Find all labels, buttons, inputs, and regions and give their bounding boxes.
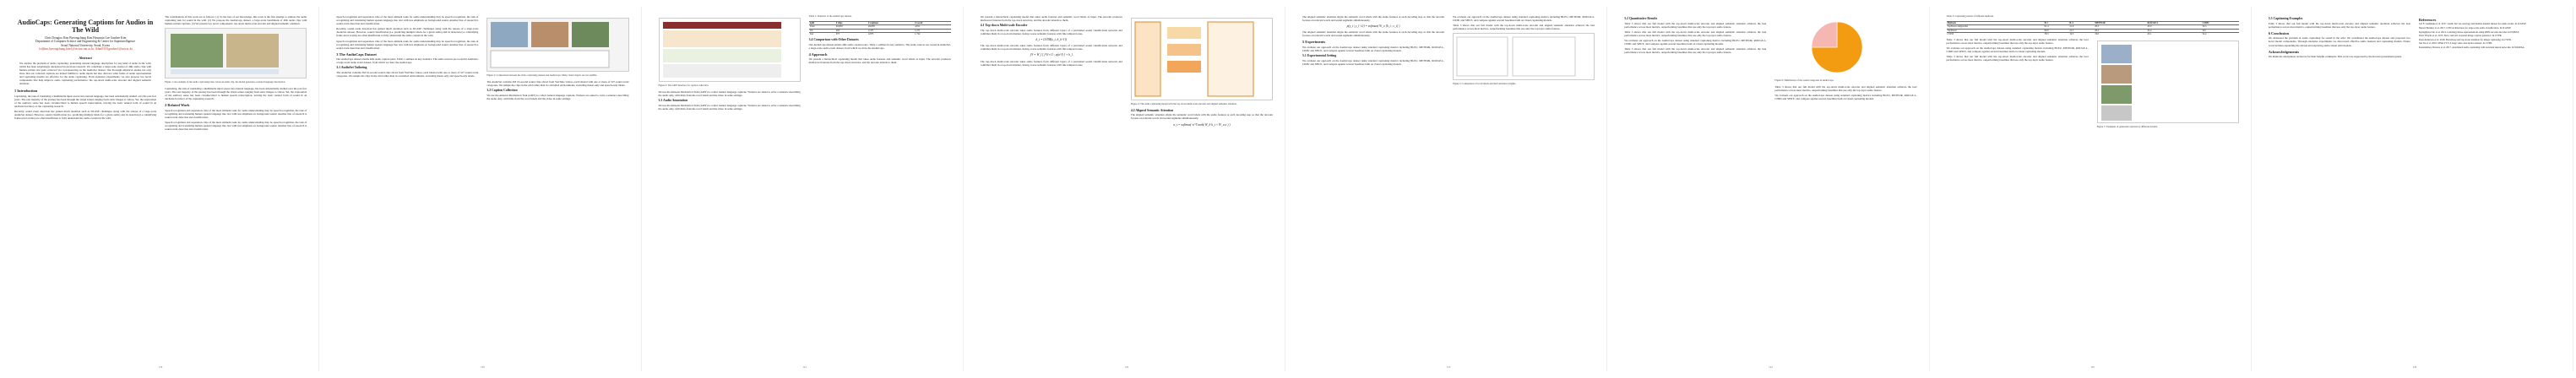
related-paragraph-2: Speech recognition and separation. One of the most eminent tasks for audio understanding may be speech recognition, the task of recognizing and translating human spoken language into text with less emphasis on background sound. Another line of research is sound event detection and classification. xyxy=(165,120,307,132)
intro-paragraph-2: Recently, sound event detection has gained much attention such as DCASE challenges along with the release of a large-scale AudioSet dataset. However, sound classification (i.e. predicting multiple labels for a given audio) and its detection (i.e. identifying frame-level events) are often insufficient to fully understand the audio content in the wild. xyxy=(14,110,157,121)
setting-paragraph-3: Table 3 shows that our full model with the top-down multi-scale encoder and aligned semantic attention achieves the best performance across most metrics, outperforming baselines that use only the top-layer audio feature. xyxy=(1453,24,1595,31)
page-8 xyxy=(2257,7,2573,371)
subsection-heading-multiscale: 4.1 Top-down Multi-scale Encoder xyxy=(980,24,1028,28)
table-header-cell: ROUGE-L xyxy=(2146,21,2201,25)
equation-2: f^l = W_l [ f^{l+1} ; φ(a^l) ] + b_l xyxy=(1030,53,1073,57)
table-cell: 2,475 xyxy=(867,29,914,33)
table-cell: 21.5 xyxy=(2068,29,2094,33)
paper-title: AudioCaps: Generating Captions for Audios in The Wild xyxy=(17,19,154,34)
table-header-cell: # captions xyxy=(867,21,914,25)
abstract-heading: Abstract xyxy=(79,55,92,60)
table-header-cell: B-4 xyxy=(2068,21,2094,25)
table-3 xyxy=(1947,21,2239,36)
figure-4 xyxy=(1131,18,1273,100)
table-cell: 20.2 xyxy=(2094,29,2146,33)
table-row xyxy=(1947,33,2239,36)
page-number: 122 xyxy=(1124,364,1129,369)
table-cell: 45.4 xyxy=(2146,29,2201,33)
table-cell: TopDown-AlignedAtt xyxy=(1947,25,2044,30)
table-header-cell: Methods xyxy=(1947,21,2044,25)
table-cell: 4,811 xyxy=(914,25,951,30)
aligned-paragraph: The aligned semantic attention aligns the semantic word labels with the audio features at each decoding step so that the decoder focuses on relevant words and sound segments simultaneously. xyxy=(1130,113,1273,121)
quantitative-paragraph-3: We evaluate our approach on the AudioCaps dataset using standard captioning metrics including BLEU, METEOR, ROUGE-L, CIDEr and SPICE, and compare against several baselines built on visual captioning models. xyxy=(1624,39,1767,46)
table-cell: 61.4 xyxy=(2044,25,2069,30)
table-cell: TopDown xyxy=(1947,29,2044,33)
figure-3 xyxy=(659,18,801,82)
table-header-cell: Split xyxy=(809,21,835,25)
table-cell: 59.1 xyxy=(2201,29,2238,33)
equation-3: α_t = softmax( w^T tanh( W_h h_t + W_a a ) ) xyxy=(1173,122,1231,127)
table-row xyxy=(809,33,951,36)
section-heading-dataset: 3 The AudioCaps Dataset xyxy=(336,51,377,57)
author-institution: Seoul National University, Seoul, Korea xyxy=(61,43,110,47)
reference-item: Jort F. Gemmeke et al. 2017. Audio Set: An ontology and human-labeled dataset for audio events. In ICASSP. xyxy=(2418,22,2526,26)
approach-paragraph: We present a hierarchical captioning model that takes audio features and semantic word labels as input. The encoder produces multi-level features from the top-down structure, and the decoder attends to them. xyxy=(808,57,951,65)
table-cell: 1,271 xyxy=(914,29,951,33)
subsection-heading-examples: 5.3 Captioning Examples xyxy=(2268,17,2303,20)
model-architecture-diagram xyxy=(1132,19,1272,100)
pie-slice xyxy=(1812,22,1837,47)
table-cell: 60.9 xyxy=(2044,29,2069,33)
figure-2 xyxy=(486,18,628,72)
intro-paragraph-1: Captioning, the task of translating a multimedia input source into natural language, has been substantially studied over the past few years. The vast majority of the journey has been through the visual senses ranging from static images to videos. Yet, the exploration of the auditory sense has been circumscribed to human speech transcription, leaving the basic natural form of sound in an uncharted territory of the captioning research. xyxy=(14,94,157,109)
page-5 xyxy=(1291,7,1607,371)
quantitative-paragraph: Table 3 shows that our full model with the top-down multi-scale encoder and aligned semantic attention achieves the best performance across most metrics, outperforming baselines that use only the top-layer audio feature. xyxy=(1624,21,1767,29)
table-cell: 43.1 xyxy=(2146,33,2201,36)
figure-5 xyxy=(1453,33,1595,80)
table-cell: 21.9 xyxy=(2068,25,2094,30)
figure-6-caption: Figure 6: Distribution of the sound categories in AudioCaps. xyxy=(1774,78,1834,82)
figure-1-caption: Figure 1: An example of the audio captioning task. Given an audio clip, the model generates a natural language description. xyxy=(165,80,286,84)
table-cell: LSTM xyxy=(1947,33,2044,36)
comparison-paragraph: Our AudioCaps dataset entails 46K audio caption pairs. Table 1 outlines its key statistics. The audio sources are rooted in AudioSet, a large-scale audio event dataset, from which we draw the AudioCaps. xyxy=(808,42,951,50)
table-cell: 19.5 xyxy=(2068,33,2094,36)
table-cell: 49,838 xyxy=(835,25,867,30)
table-cell: Val xyxy=(809,29,835,33)
figure-1 xyxy=(165,28,307,78)
quantitative-paragraph-2: Table 3 shows that our full model with the top-down multi-scale encoder and aligned semantic attention achieves the best performance across most metrics, outperforming baselines that use only the top-layer audio feature. xyxy=(1624,30,1767,38)
reference-item: Shawn Hershey et al. 2017. CNN architectures for large-scale audio classification. In ICASSP. xyxy=(2418,26,2512,30)
table-discussion-paragraph-3: Table 3 shows that our full model with the top-down multi-scale encoder and aligned semantic attention achieves the best performance across most metrics, outperforming baselines that use only the top-layer audio feature. xyxy=(1946,55,2089,62)
figure-4-caption: Figure 4: The audio captioning model with the top-down multi-scale encoder and aligned semantic attention. xyxy=(1130,102,1237,105)
reference-item: Kyunghyun Cho et al. 2014. Learning phrase representations using RNN encoder-decoder. In EMNLP. xyxy=(2418,30,2519,34)
table-header-cell: # vocab xyxy=(914,21,951,25)
equation-1: h_t = LSTM(x_t, h_{t-1}) xyxy=(1035,38,1068,42)
author-names: Chris Dongjoo Kim Byeongchang Kim Hyunmin Lee Gunhee Kim xyxy=(44,36,127,40)
sound-category-pie-chart xyxy=(1774,18,1899,77)
figure-2-caption: Figure 2: Comparison between the video captioning dataset and AudioCaps. Many visual objects are not audible. xyxy=(486,73,597,77)
table-cell: 19.0 xyxy=(2094,33,2146,36)
table-cell: 1,742 xyxy=(914,33,951,36)
page-1 xyxy=(3,7,319,371)
table-cell: 59.3 xyxy=(2201,25,2238,30)
page-7 xyxy=(1935,7,2252,371)
reference-item: Oriol Vinyals et al. 2015. Show and tell: A neural image caption generator. In CVPR. xyxy=(2418,34,2503,38)
figure-1-illustration xyxy=(166,29,306,78)
reference-item: Peter Anderson et al. 2018. Bottom-up and top-down attention for image captioning. In CVPR. xyxy=(2418,37,2512,41)
annotation-paragraph: We use the Amazon Mechanical Turk (AMT) to collect natural language captions. Workers are asked to write a sentence describing the audio only, with hints from the word labels and the video in some settings. xyxy=(658,103,801,111)
section-heading-related: 2 Related Work xyxy=(165,103,190,108)
intro-paragraph-3: Captioning, the task of translating a multimedia input source into natural language, has been substantially studied over the past few years. The vast majority of the journey has been through the visual senses ranging from static images to videos. Yet, the exploration of the auditory sense has been circumscribed to human speech transcription, leaving the basic natural form of sound in an uncharted territory of the captioning research. xyxy=(165,86,307,101)
related-paragraph-5: Speech recognition and separation. One of the most eminent tasks for audio understanding may be speech recognition, the task of recognizing and translating human spoken language into text with less emphasis on background sound. Another line of research is sound event detection and classification. xyxy=(336,39,479,50)
subsection-heading-setting: 5.1 Experimental Setting xyxy=(1302,54,1337,58)
page-number: 125 xyxy=(2090,364,2095,369)
figure-7 xyxy=(2097,40,2239,123)
table-1 xyxy=(809,21,951,36)
examples-paragraph: Table 3 shows that our full model with the top-down multi-scale encoder and aligned semantic attention achieves the best performance across most metrics, outperforming baselines that use only the top-layer audio feature. xyxy=(2268,21,2410,29)
page-3 xyxy=(647,7,964,371)
word-label-attention-illustration xyxy=(1454,34,1594,79)
approach-paragraph-2: We present a hierarchical captioning model that takes audio features and semantic word labels as input. The encoder produces multi-level features from the top-down structure, and the decoder attends to them. xyxy=(980,15,1122,23)
author-affiliation: Department of Computer Science and Engineering & Center for Superintelligence xyxy=(35,40,136,44)
reference-item: Konstantinos Drossos et al. 2017. Automated audio captioning with recurrent neural networks. In WASPAA. xyxy=(2418,45,2525,49)
table-header-cell: CIDEr xyxy=(2201,21,2238,25)
multiscale-paragraph: The top-down multi-scale encoder takes audio features from different layers of a pretrained sound classification network and combines them in a top-down manner, fusing coarse semantic features with fine temporal ones. xyxy=(980,28,1122,36)
abstract-text: We explore the problem of audio captioning: generating natural language description for any kind of audio in the wild, which has been surprisingly unexplored in previous research. We contribute a large-scale dataset of 46K audio clips with human-written text pairs collected via crowdsourcing on the AudioSet dataset. Our thorough empirical studies not only show that our collected captions are indeed faithful to audio inputs but also discover what forms of audio representation and captioning models are effective for the audio captioning. From extensive experiments, we also propose two novel components that help improve audio captioning performance: the top-down multi-scale encoder and aligned semantic attention. xyxy=(19,61,152,86)
page-number: 124 xyxy=(1769,364,1773,369)
collection-paragraph-2: We use the Amazon Mechanical Turk (AMT) to collect natural language captions. Workers are asked to write a sentence describing the audio only, with hints from the word labels and the video in some settings. xyxy=(658,89,801,97)
aligned-paragraph-2: The aligned semantic attention aligns the semantic word labels with the audio features at each decoding step so that the decoder focuses on relevant words and sound segments simultaneously. xyxy=(1302,15,1445,23)
setting-paragraph-2: We evaluate our approach on the AudioCaps dataset using standard captioning metrics including BLEU, METEOR, ROUGE-L, CIDEr and SPICE, and compare against several baselines built on visual captioning models. xyxy=(1453,15,1595,23)
section-heading-references: References xyxy=(2418,18,2437,22)
table-discussion-paragraph-2: We evaluate our approach on the AudioCaps dataset using standard captioning metrics including BLEU, METEOR, ROUGE-L, CIDEr and SPICE, and compare against several baselines built on visual captioning models. xyxy=(1946,46,2089,54)
table-cell: 20.3 xyxy=(2094,25,2146,30)
page-number: 126 xyxy=(2412,364,2417,369)
related-paragraph-3: Speech recognition and separation. One of the most eminent tasks for audio understanding may be speech recognition, the task of recognizing and translating human spoken language into text with less emphasis on background sound. Another line of research is sound event detection and classification. xyxy=(336,15,479,26)
subsection-heading-collection: 3.2 Caption Collection xyxy=(486,88,518,92)
subsection-heading-comparison: 3.4 Comparison with Other Datasets xyxy=(808,37,859,41)
caption-examples-grid xyxy=(2098,41,2238,122)
table-cell: 4,875 xyxy=(867,33,914,36)
quantitative-paragraph-4: Table 3 shows that our full model with the top-down multi-scale encoder and aligned semantic attention achieves the best performance across most metrics, outperforming baselines that use only the top-layer audio feature. xyxy=(1624,47,1767,55)
related-paragraph: Speech recognition and separation. One of the most eminent tasks for audio understanding may be speech recognition, the task of recognizing and translating human spoken language into text with less emphasis on background sound. Another line of research is sound event detection and classification. xyxy=(165,108,307,119)
equation-4: p(y_t | y_{<t}) = softmax( W_o [h_t ; c_t] ) xyxy=(1346,24,1400,29)
subsection-heading-aligned: 4.2 Aligned Semantic Attention xyxy=(1130,108,1174,112)
quantitative-paragraph-6: We evaluate our approach on the AudioCaps dataset using standard captioning metrics including BLEU, METEOR, ROUGE-L, CIDEr and SPICE, and compare against several baselines built on visual captioning models. xyxy=(1774,93,1917,100)
table-cell: 49,838 xyxy=(867,25,914,30)
tailoring-paragraph: The AudioSet contains 2M 10-second sound clips sliced from YouTube videos, each labeled with one or more of 527 sound event categories. We sample the clips in the wild rather than in controlled environments, excluding music-only and speech-only labels. xyxy=(336,71,479,78)
table-3-caption: Table 3: Captioning results of different methods. xyxy=(1946,14,1994,18)
table-cell: 975 xyxy=(835,33,867,36)
page-6 xyxy=(1612,7,1929,371)
multiscale-paragraph-2: The top-down multi-scale encoder takes audio features from different layers of a pretrained sound classification network and combines them in a top-down manner, fusing coarse semantic features with fine temporal ones. xyxy=(980,44,1122,51)
table-header-cell: B-1 xyxy=(2044,21,2069,25)
subsection-heading-tailoring: 3.1 AudioSet Tailoring xyxy=(336,66,367,70)
collection-paragraph: We use the Amazon Mechanical Turk (AMT) to collect natural language captions. Workers are asked to write a sentence describing the audio only, with hints from the word labels and the video in some settings. xyxy=(486,93,629,100)
experiments-paragraph: We evaluate our approach on the AudioCaps dataset using standard captioning metrics including BLEU, METEOR, ROUGE-L, CIDEr and SPICE, and compare against several baselines built on visual captioning models. xyxy=(1302,45,1445,52)
amt-interface-illustration xyxy=(660,19,800,81)
conclusion-paragraph: We addressed the problem of audio captioning for sound in the wild. We contributed the AudioCaps dataset and proposed two novel model components. Through extensive experiments we discovered effective audio features and captioning models. Future work includes expanding the dataset and exploring audio-visual joint models. xyxy=(2268,36,2410,47)
page-4 xyxy=(969,7,1285,371)
table-header-cell: # clips xyxy=(835,21,867,25)
acknowledgements-paragraph: We thank the anonymous reviewers for their helpful comments. This work was supported by the Korean government grants. xyxy=(2268,55,2402,59)
figure-7-caption: Figure 7: Examples of generated captions by different models. xyxy=(2096,124,2158,128)
contribution-paragraph: The contributions of this work are as follows: (1) To the best of our knowledge, this work is the first attempt to address the audio captioning task for sound in the wild. (2) We propose the AudioCaps dataset, a large-scale benchmark of 46K audio clips with human-written captions. (3) We present two novel components: top-down multi-scale encoder and aligned semantic attention. xyxy=(165,15,307,26)
page-2 xyxy=(324,7,641,371)
figure-5-caption: Figure 5: Comparison of word labels and their attention weights. xyxy=(1453,82,1516,86)
page-number: 123 xyxy=(1446,364,1451,369)
section-heading-acknowledgements: Acknowledgements xyxy=(2268,49,2300,54)
figure-6 xyxy=(1774,18,1916,77)
setting-paragraph: We evaluate our approach on the AudioCaps dataset using standard captioning metrics including BLEU, METEOR, ROUGE-L, CIDEr and SPICE, and compare against several baselines built on visual captioning models. xyxy=(1302,58,1445,66)
table-cell: 58.3 xyxy=(2044,33,2069,36)
section-heading-introduction: 1 Introduction xyxy=(14,89,38,94)
reference-item: Jun Xu et al. 2016. MSR-VTT: A large video description dataset. In CVPR. xyxy=(2418,41,2493,46)
page-number: 121 xyxy=(802,364,807,369)
author-block xyxy=(14,36,156,51)
related-paragraph-4: Recently, sound event detection has gained much attention such as DCASE challenges along with the release of a large-scale AudioSet dataset. However, sound classification (i.e. predicting multiple labels for a given audio) and its detection (i.e. identifying frame-level events) are often insufficient to fully understand the audio content in the wild. xyxy=(336,27,479,38)
table-1-caption: Table 1: Statistics of the AudioCaps dataset. xyxy=(808,14,852,18)
section-heading-approach: 4 Approach xyxy=(808,51,828,57)
quantitative-paragraph-5: Table 3 shows that our full model with the top-down multi-scale encoder and aligned semantic attention achieves the best performance across most metrics, outperforming baselines that use only the top-layer audio feature. xyxy=(1774,84,1917,92)
page-number: 120 xyxy=(481,364,485,369)
subsection-heading-annotation: 3.3 Audio Annotation xyxy=(658,98,687,102)
table-cell: 495 xyxy=(835,29,867,33)
section-heading-experiments: 5 Experiments xyxy=(1302,40,1326,45)
dataset-paragraph: Our AudioCaps dataset entails 46K audio caption pairs. Table 1 outlines its key statistics. The audio sources are rooted in AudioSet, a large-scale audio event dataset, from which we draw the AudioCaps. xyxy=(336,57,479,65)
tailoring-paragraph-2: The AudioSet contains 2M 10-second sound clips sliced from YouTube videos, each labeled with one or more of 527 sound event categories. We sample the clips in the wild rather than in controlled environments, excluding music-only and speech-only labels. xyxy=(486,79,629,87)
multiscale-paragraph-3: The top-down multi-scale encoder takes audio features from different layers of a pretrained sound classification network and combines them in a top-down manner, fusing coarse semantic features with fine temporal ones. xyxy=(980,59,1122,67)
table-cell: Test xyxy=(809,33,835,36)
section-heading-conclusion: 6 Conclusion xyxy=(2268,30,2290,35)
author-email: {cdjkim,byeongchang.kim}@vision.snu.ac.kr {khm0318,gunhee}@snu.ac.kr xyxy=(38,47,133,51)
subsection-heading-quantitative: 5.2 Quantitative Results xyxy=(1624,17,1658,20)
aligned-paragraph-3: The aligned semantic attention aligns the semantic word labels with the audio features at each decoding step so that the decoder focuses on relevant words and sound segments simultaneously. xyxy=(1302,30,1445,38)
table-header-cell: METEOR xyxy=(2094,21,2146,25)
page-number: 119 xyxy=(158,364,163,369)
table-discussion-paragraph: Table 3 shows that our full model with the top-down multi-scale encoder and aligned semantic attention achieves the best performance across most metrics, outperforming baselines that use only the top-layer audio feature. xyxy=(1946,37,2089,46)
table-cell: Train xyxy=(809,25,835,30)
table-cell: 52.4 xyxy=(2201,33,2238,36)
table-cell: 45.0 xyxy=(2146,25,2201,30)
figure-3-caption: Figure 3: The AMT interface for caption collection. xyxy=(658,84,709,87)
figure-2-illustration xyxy=(487,19,628,71)
